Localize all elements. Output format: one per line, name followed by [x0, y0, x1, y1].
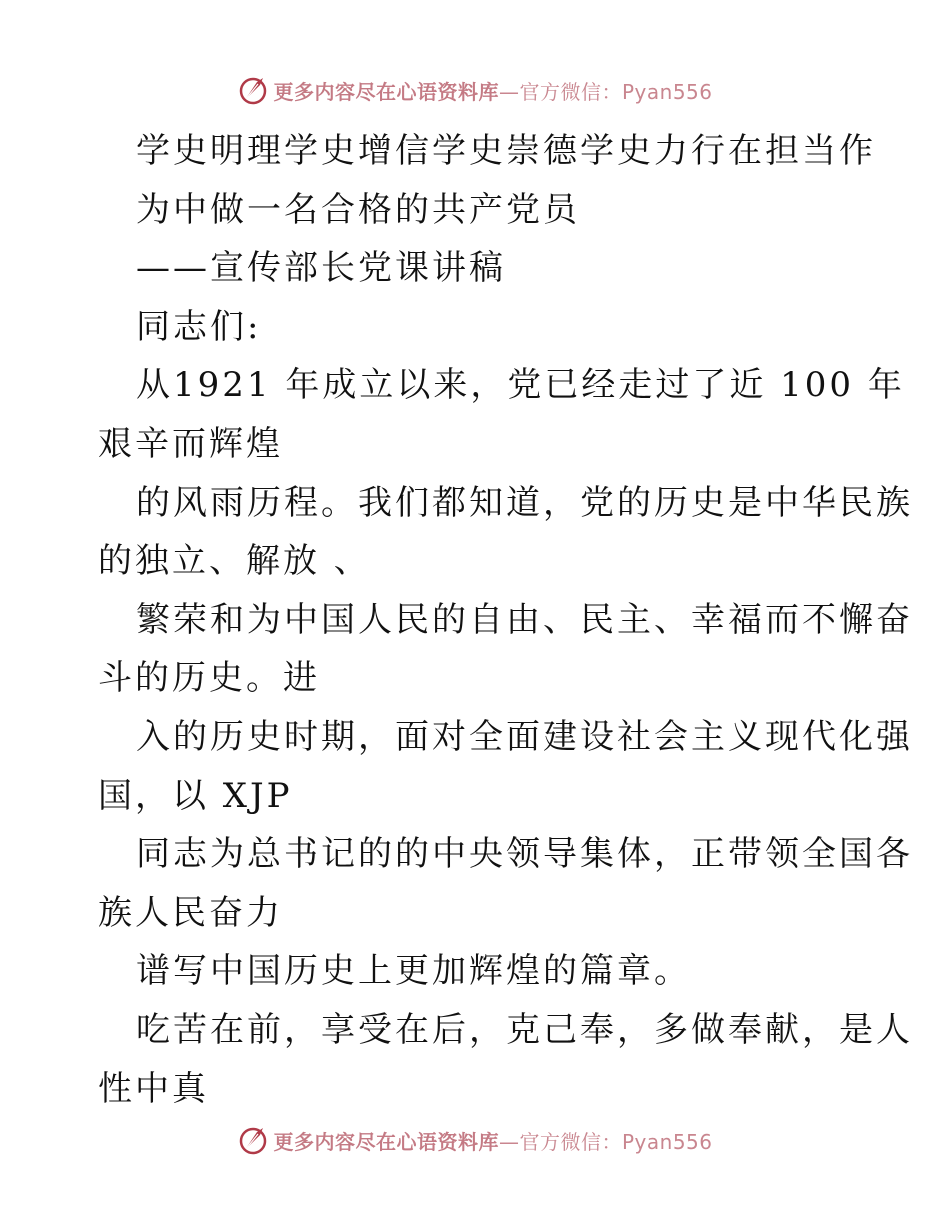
title-line-1: 学史明理学史增信学史崇德学史力行在担当作 — [136, 131, 876, 171]
paragraph-line: 国，以 XJP — [98, 775, 293, 816]
title-line-2: 为中做一名合格的共产党员 — [136, 189, 580, 230]
paragraph-line: 吃苦在前，享受在后，克己奉，多做奉献，是人 — [136, 1009, 913, 1050]
banner-main-text: 更多内容尽在心语资料库 — [273, 1129, 499, 1154]
paragraph-line: 同志为总书记的的中央领导集体，正带领全国各 — [136, 834, 913, 875]
banner-separator: — — [498, 1129, 520, 1154]
paragraph-line: 繁荣和为中国人民的自由、民主、幸福而不懈奋 — [136, 599, 913, 640]
banner-label: 官方微信： — [519, 79, 622, 104]
banner-handle: Pyan556 — [621, 79, 713, 104]
paragraph-line: 族人民奋力 — [98, 892, 283, 933]
banner-handle: Pyan556 — [621, 1129, 713, 1154]
paragraph-line: 入的历史时期，面对全面建设社会主义现代化强 — [136, 716, 913, 757]
banner-main-text: 更多内容尽在心语资料库 — [273, 79, 499, 104]
quill-pen-logo-icon — [237, 74, 269, 106]
header-banner-text — [273, 76, 712, 105]
footer-banner-content — [237, 1124, 712, 1156]
footer-banner — [0, 1120, 950, 1160]
subtitle-line: ——宣传部长党课讲稿 — [136, 248, 506, 289]
paragraph-line: 艰辛而辉煌 — [98, 423, 283, 464]
paragraph-line: 斗的历史。进 — [98, 658, 320, 699]
banner-label: 官方微信： — [519, 1129, 622, 1154]
header-banner-content — [237, 74, 712, 106]
paragraph-line: 性中真 — [98, 1068, 209, 1109]
paragraph-line: 的风雨历程。我们都知道，党的历史是中华民族 — [136, 482, 913, 523]
paragraph-line: 谱写中国历史上更加辉煌的篇章。 — [136, 951, 691, 992]
header-banner — [0, 70, 950, 110]
banner-separator: — — [498, 79, 520, 104]
paragraph-line: 从1921 年成立以来，党已经走过了近 100 年 — [136, 365, 905, 406]
paragraph-line: 的独立、解放 、 — [98, 541, 371, 582]
footer-banner-text — [273, 1126, 712, 1155]
quill-pen-logo-icon — [237, 1124, 269, 1156]
document-body — [98, 122, 913, 1118]
salutation-line: 同志们: — [136, 306, 262, 347]
